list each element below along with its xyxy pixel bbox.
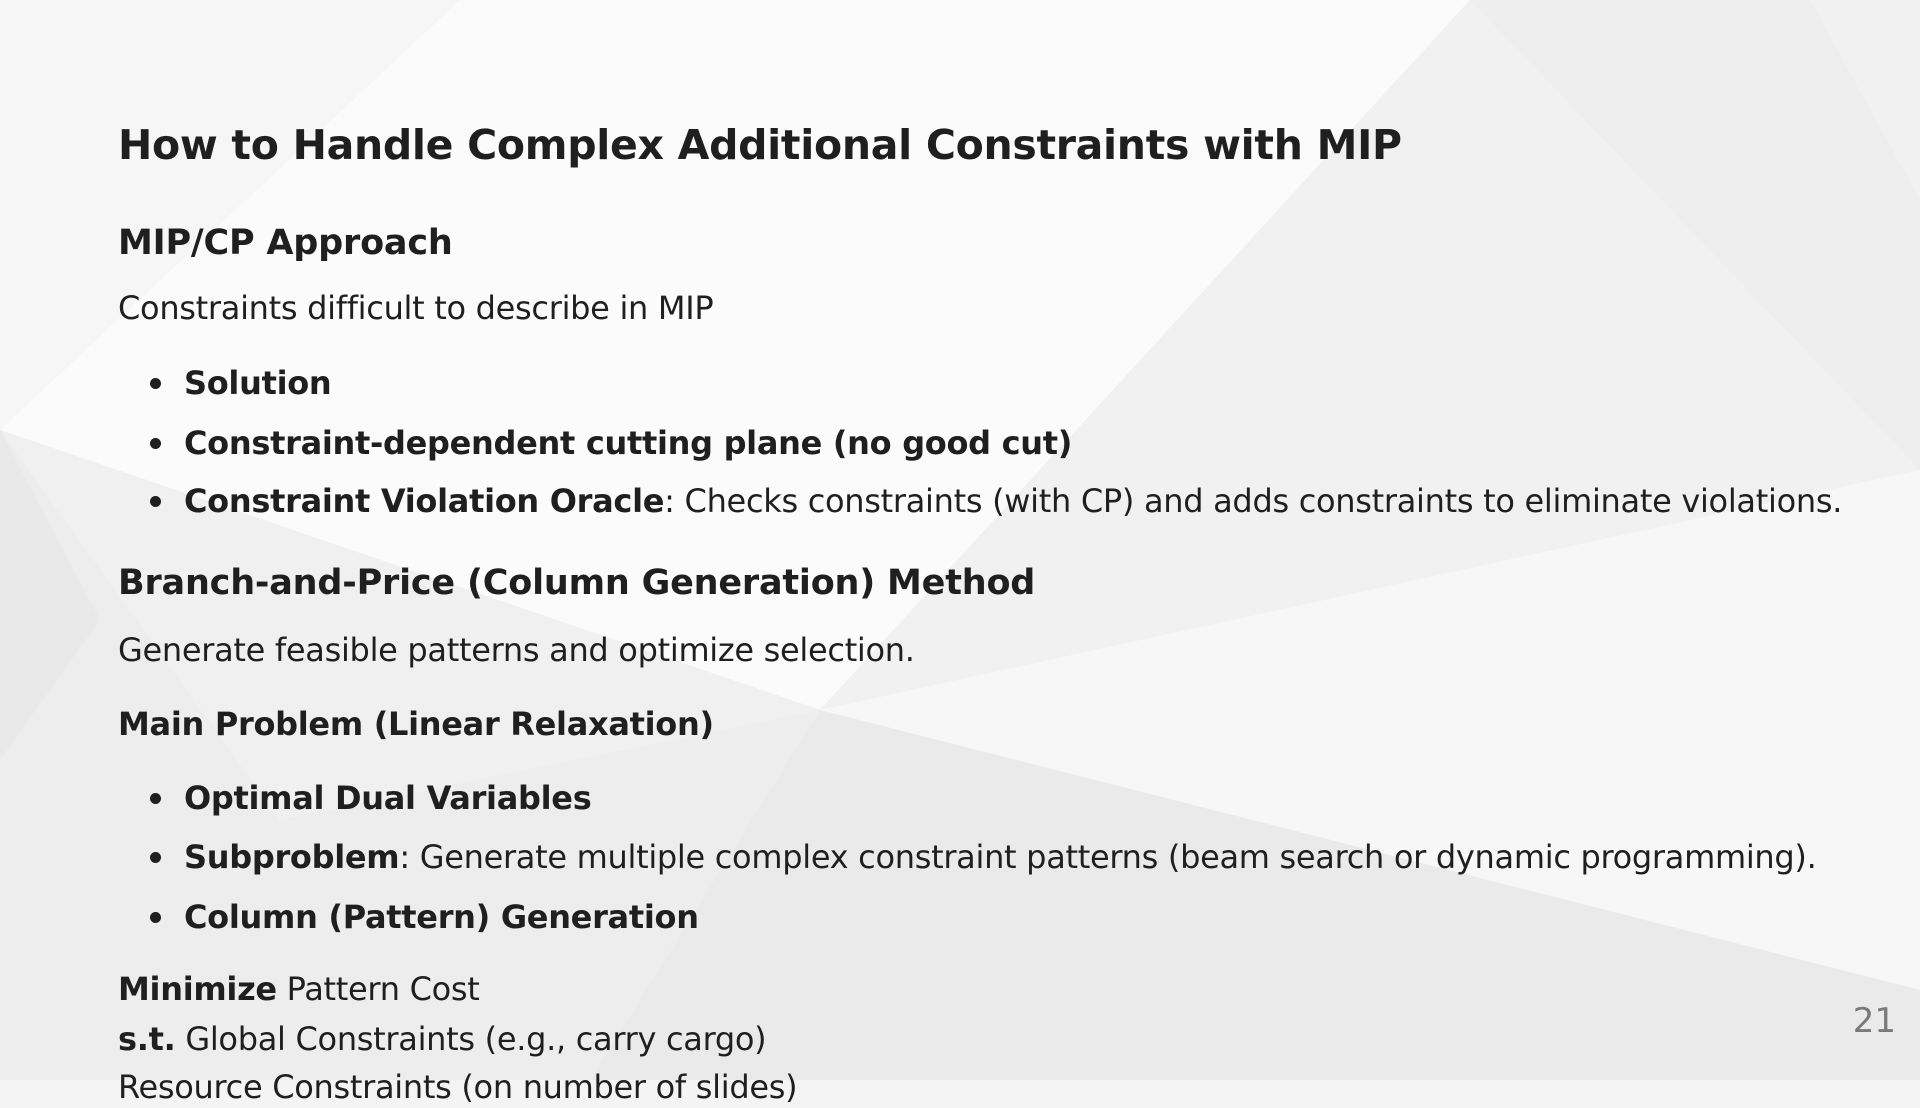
formulation-objective xyxy=(118,968,480,1010)
formulation-keyword: s.t. xyxy=(118,1020,176,1058)
formulation-keyword: Minimize xyxy=(118,970,277,1008)
formulation-constraint xyxy=(118,1018,766,1060)
bullet-description: : Generate multiple complex constraint patterns (beam search or dynamic programming). xyxy=(399,838,1817,876)
bullet-term: Solution xyxy=(184,364,332,402)
slide-content xyxy=(118,0,1858,1106)
bullet-icon xyxy=(150,912,161,923)
main-problem-subheading: Main Problem (Linear Relaxation) xyxy=(118,705,714,743)
section-heading-branch-and-price: Branch-and-Price (Column Generation) Method xyxy=(118,563,1036,603)
bullet-icon xyxy=(150,438,161,449)
bullet-icon xyxy=(150,793,161,804)
formulation-text: Global Constraints (e.g., carry cargo) xyxy=(175,1020,767,1058)
bullet-icon xyxy=(150,378,161,389)
bullet-icon xyxy=(150,496,161,507)
section2-intro: Generate feasible patterns and optimize selection. xyxy=(118,631,915,669)
page-number: 21 xyxy=(1852,1001,1896,1041)
section-heading-mip-cp: MIP/CP Approach xyxy=(118,223,453,263)
bullet-term: Constraint-dependent cutting plane (no good cut) xyxy=(184,424,1073,462)
bullet-icon xyxy=(150,852,161,863)
bullet-description: : Checks constraints (with CP) and adds constraints to eliminate violations. xyxy=(664,482,1843,520)
bullet-term: Subproblem xyxy=(184,838,400,876)
formulation-text: Pattern Cost xyxy=(276,970,480,1008)
section1-intro: Constraints difficult to describe in MIP xyxy=(118,289,714,327)
slide-title: How to Handle Complex Additional Constraints with MIP xyxy=(118,121,1402,169)
bullet-term: Constraint Violation Oracle xyxy=(184,482,665,520)
bullet-term: Optimal Dual Variables xyxy=(184,779,592,817)
formulation-constraint xyxy=(118,1066,797,1108)
formulation-text: Resource Constraints (on number of slides) xyxy=(118,1068,798,1106)
bullet-term: Column (Pattern) Generation xyxy=(184,898,699,936)
